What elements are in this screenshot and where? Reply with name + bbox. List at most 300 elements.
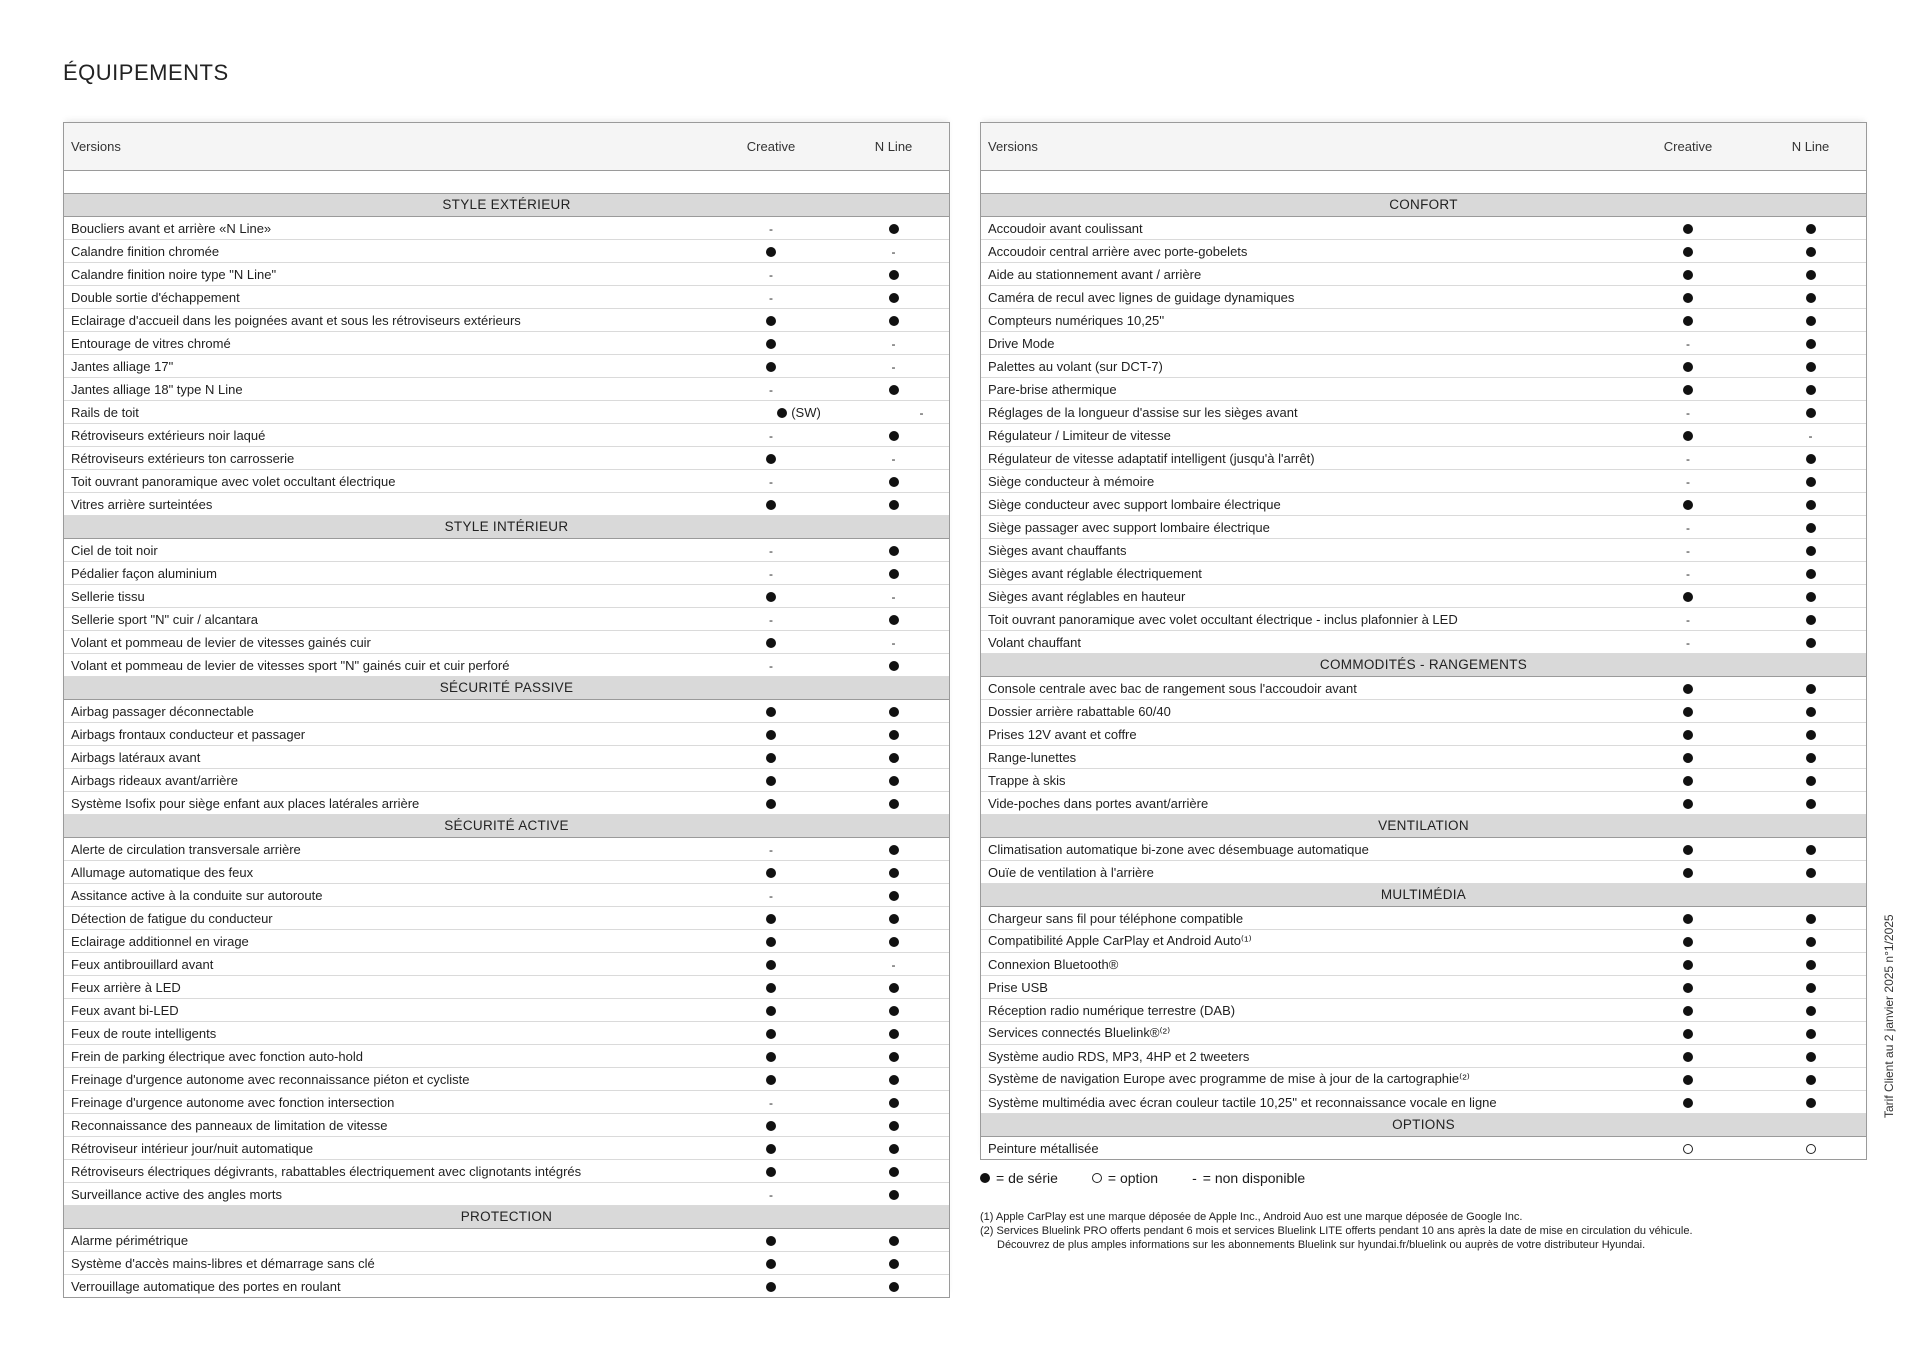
nline-availability xyxy=(831,1095,956,1110)
table-row xyxy=(64,263,949,286)
equipment-label: Console centrale avec bac de rangement sous l'accoudoir avant xyxy=(988,680,1357,696)
nline-availability xyxy=(1748,704,1873,719)
equipment-label: Volant et pommeau de levier de vitesses sport "N" gainés cuir et cuir perforé xyxy=(71,657,510,673)
availability-note: (SW) xyxy=(791,404,821,420)
not-available-dash: - xyxy=(891,451,896,466)
standard-dot-icon xyxy=(766,799,776,809)
standard-dot-icon xyxy=(1683,914,1693,924)
equipment-label: Siège passager avec support lombaire électrique xyxy=(988,519,1270,535)
equipment-label: Calandre finition noire type "N Line" xyxy=(71,266,277,282)
table-row xyxy=(64,424,949,447)
nline-availability xyxy=(1748,842,1873,857)
nline-availability xyxy=(831,313,956,328)
standard-dot-icon xyxy=(1683,868,1693,878)
table-row xyxy=(981,516,1866,539)
table-row xyxy=(64,1160,949,1183)
table-row xyxy=(981,585,1866,608)
standard-dot-icon xyxy=(1806,362,1816,372)
table-row xyxy=(981,907,1866,930)
standard-dot-icon xyxy=(1683,776,1693,786)
creative-availability xyxy=(711,704,831,719)
standard-dot-icon xyxy=(889,1006,899,1016)
equipment-label: Feux de route intelligents xyxy=(71,1025,217,1041)
filled-dot-icon xyxy=(980,1173,990,1183)
option-circle-icon xyxy=(1683,1144,1693,1154)
nline-availability xyxy=(1748,1141,1873,1156)
table-row xyxy=(981,976,1866,999)
equipment-label: Double sortie d'échappement xyxy=(71,289,240,305)
creative-availability xyxy=(711,1072,831,1087)
standard-dot-icon xyxy=(889,224,899,234)
creative-availability xyxy=(1628,336,1748,351)
equipment-label: Accoudoir central arrière avec porte-gobelets xyxy=(988,243,1248,259)
table-row xyxy=(64,309,949,332)
creative-availability xyxy=(711,405,859,420)
table-row xyxy=(981,769,1866,792)
equipment-label: Services connectés Bluelink®⁽²⁾ xyxy=(988,1025,1171,1040)
section-header: VENTILATION xyxy=(981,815,1866,838)
table-row xyxy=(64,723,949,746)
nline-availability xyxy=(831,888,956,903)
nline-availability xyxy=(831,589,956,604)
section-header: SÉCURITÉ PASSIVE xyxy=(64,677,949,700)
not-available-dash: - xyxy=(1686,520,1690,535)
equipment-label: Pédalier façon aluminium xyxy=(71,565,217,581)
creative-availability xyxy=(1628,1095,1748,1110)
nline-availability xyxy=(831,267,956,282)
standard-dot-icon xyxy=(1806,776,1816,786)
standard-dot-icon xyxy=(1683,270,1693,280)
equipment-label: Palettes au volant (sur DCT-7) xyxy=(988,358,1163,374)
standard-dot-icon xyxy=(766,753,776,763)
nline-availability xyxy=(831,911,956,926)
table-row xyxy=(981,217,1866,240)
nline-availability xyxy=(831,727,956,742)
equipment-label: Feux avant bi-LED xyxy=(71,1002,179,1018)
nline-availability xyxy=(1748,267,1873,282)
standard-dot-icon xyxy=(766,1075,776,1085)
standard-dot-icon xyxy=(766,1259,776,1269)
table-row xyxy=(64,585,949,608)
standard-dot-icon xyxy=(766,454,776,464)
standard-dot-icon xyxy=(766,1006,776,1016)
standard-dot-icon xyxy=(1683,799,1693,809)
standard-dot-icon xyxy=(1683,316,1693,326)
standard-dot-icon xyxy=(766,500,776,510)
nline-availability xyxy=(831,290,956,305)
table-row xyxy=(64,539,949,562)
equipment-label: Détection de fatigue du conducteur xyxy=(71,910,273,926)
table-row xyxy=(64,884,949,907)
table-row xyxy=(64,493,949,516)
nline-availability xyxy=(831,957,956,972)
nline-availability xyxy=(1748,1095,1873,1110)
section-header: STYLE EXTÉRIEUR xyxy=(64,194,949,217)
creative-availability xyxy=(1628,313,1748,328)
nline-availability xyxy=(831,980,956,995)
standard-dot-icon xyxy=(889,500,899,510)
standard-dot-icon xyxy=(1806,546,1816,556)
standard-dot-icon xyxy=(1806,684,1816,694)
table-row xyxy=(64,792,949,815)
not-available-dash: - xyxy=(769,382,773,397)
section-header: COMMODITÉS - RANGEMENTS xyxy=(981,654,1866,677)
nline-availability xyxy=(1748,497,1873,512)
equipment-label: Ouïe de ventilation à l'arrière xyxy=(988,864,1154,880)
equipment-label: Trappe à skis xyxy=(988,772,1066,788)
creative-availability xyxy=(1628,543,1748,558)
standard-dot-icon xyxy=(766,1282,776,1292)
nline-availability xyxy=(831,451,956,466)
table-row xyxy=(64,562,949,585)
standard-dot-icon xyxy=(766,638,776,648)
standard-dot-icon xyxy=(766,983,776,993)
creative-availability xyxy=(1628,681,1748,696)
nline-availability xyxy=(1748,1049,1873,1064)
nline-availability xyxy=(831,1279,956,1294)
creative-availability xyxy=(1628,451,1748,466)
table-row xyxy=(981,792,1866,815)
standard-dot-icon xyxy=(1806,270,1816,280)
equipment-label: Ciel de toit noir xyxy=(71,542,158,558)
section-header: STYLE INTÉRIEUR xyxy=(64,516,949,539)
standard-dot-icon xyxy=(766,1236,776,1246)
not-available-dash: - xyxy=(769,612,773,627)
equipment-label: Verrouillage automatique des portes en roulant xyxy=(71,1278,341,1294)
creative-availability xyxy=(711,1187,831,1202)
standard-dot-icon xyxy=(889,316,899,326)
equipment-label: Système d'accès mains-libres et démarrage sans clé xyxy=(71,1255,375,1271)
standard-dot-icon xyxy=(766,707,776,717)
equipment-label: Siège conducteur avec support lombaire électrique xyxy=(988,496,1281,512)
header-spacer xyxy=(981,171,1866,194)
table-row xyxy=(64,240,949,263)
standard-dot-icon xyxy=(1806,937,1816,947)
nline-availability xyxy=(1748,382,1873,397)
creative-availability xyxy=(1628,1049,1748,1064)
creative-availability xyxy=(711,1003,831,1018)
nline-availability xyxy=(1748,980,1873,995)
creative-availability xyxy=(711,957,831,972)
creative-availability xyxy=(1628,405,1748,420)
standard-dot-icon xyxy=(889,799,899,809)
nline-availability xyxy=(1748,566,1873,581)
creative-availability xyxy=(711,336,831,351)
table-row xyxy=(64,608,949,631)
equipment-label: Système multimédia avec écran couleur tactile 10,25'' et reconnaissance vocale en ligne xyxy=(988,1094,1497,1110)
dash-symbol: - xyxy=(1192,1170,1197,1186)
not-available-dash: - xyxy=(769,543,773,558)
nline-availability xyxy=(1748,681,1873,696)
nline-availability xyxy=(1748,957,1873,972)
section-header: OPTIONS xyxy=(981,1114,1866,1137)
standard-dot-icon xyxy=(889,1236,899,1246)
creative-availability xyxy=(1628,1026,1748,1041)
nline-availability xyxy=(1748,727,1873,742)
standard-dot-icon xyxy=(1806,293,1816,303)
standard-dot-icon xyxy=(889,845,899,855)
not-available-dash: - xyxy=(919,405,924,420)
table-row xyxy=(981,861,1866,884)
standard-dot-icon xyxy=(889,1052,899,1062)
not-available-dash: - xyxy=(891,336,896,351)
table-row xyxy=(981,677,1866,700)
creative-availability xyxy=(711,267,831,282)
equipment-label: Assitance active à la conduite sur autoroute xyxy=(71,887,323,903)
creative-availability xyxy=(711,1141,831,1156)
equipment-label: Jantes alliage 18" type N Line xyxy=(71,381,243,397)
standard-dot-icon xyxy=(1806,615,1816,625)
creative-availability xyxy=(711,888,831,903)
not-available-dash: - xyxy=(1808,428,1813,443)
legend-option-label: = option xyxy=(1107,1170,1159,1186)
not-available-dash: - xyxy=(891,244,896,259)
creative-availability xyxy=(711,635,831,650)
table-row xyxy=(64,1114,949,1137)
equipment-label: Allumage automatique des feux xyxy=(71,864,254,880)
table-row xyxy=(981,631,1866,654)
not-available-dash: - xyxy=(769,658,773,673)
creative-availability xyxy=(711,750,831,765)
standard-dot-icon xyxy=(1806,753,1816,763)
equipment-label: Régulateur de vitesse adaptatif intelligent (jusqu'à l'arrêt) xyxy=(988,450,1315,466)
creative-availability xyxy=(1628,773,1748,788)
nline-availability xyxy=(831,1003,956,1018)
nline-availability xyxy=(1748,865,1873,880)
not-available-dash: - xyxy=(1686,543,1690,558)
equipment-label: Prises 12V avant et coffre xyxy=(988,726,1137,742)
equipment-label: Connexion Bluetooth® xyxy=(988,956,1119,972)
standard-dot-icon xyxy=(766,776,776,786)
not-available-dash: - xyxy=(769,267,773,282)
standard-dot-icon xyxy=(889,569,899,579)
not-available-dash: - xyxy=(769,474,773,489)
standard-dot-icon xyxy=(1806,1075,1816,1085)
standard-dot-icon xyxy=(889,1075,899,1085)
table-row xyxy=(981,723,1866,746)
standard-dot-icon xyxy=(889,707,899,717)
creative-availability xyxy=(711,1233,831,1248)
creative-availability xyxy=(1628,911,1748,926)
equipment-label: Rétroviseurs électriques dégivrants, rabattables électriquement avec clignotants intégrés xyxy=(71,1163,582,1179)
creative-availability xyxy=(1628,1141,1748,1156)
standard-dot-icon xyxy=(766,592,776,602)
creative-availability xyxy=(1628,727,1748,742)
legend-serie xyxy=(980,1170,1058,1186)
nline-availability xyxy=(831,359,956,374)
tariff-side-text: Tarif Client au 2 janvier 2025 n°1/2025 xyxy=(1882,914,1896,1118)
table-row xyxy=(981,493,1866,516)
table-row xyxy=(981,562,1866,585)
standard-dot-icon xyxy=(889,385,899,395)
nline-availability xyxy=(831,221,956,236)
equipment-label: Sellerie tissu xyxy=(71,588,145,604)
standard-dot-icon xyxy=(889,868,899,878)
equipment-label: Sièges avant réglable électriquement xyxy=(988,565,1202,581)
standard-dot-icon xyxy=(1683,293,1693,303)
standard-dot-icon xyxy=(1806,638,1816,648)
nline-availability xyxy=(1748,773,1873,788)
standard-dot-icon xyxy=(766,937,776,947)
equipment-label: Sièges avant chauffants xyxy=(988,542,1127,558)
table-row xyxy=(64,930,949,953)
header-creative: Creative xyxy=(1663,139,1713,154)
table-row xyxy=(64,769,949,792)
equipment-label: Reconnaissance des panneaux de limitation de vitesse xyxy=(71,1117,388,1133)
standard-dot-icon xyxy=(1683,1006,1693,1016)
equipment-label: Eclairage additionnel en virage xyxy=(71,933,249,949)
table-row xyxy=(64,861,949,884)
creative-availability xyxy=(1628,382,1748,397)
standard-dot-icon xyxy=(889,477,899,487)
table-row xyxy=(981,1022,1866,1045)
equipment-label: Volant et pommeau de levier de vitesses gainés cuir xyxy=(71,634,371,650)
table-row xyxy=(981,953,1866,976)
standard-dot-icon xyxy=(1806,960,1816,970)
standard-dot-icon xyxy=(1806,408,1816,418)
table-body xyxy=(981,194,1866,1159)
table-row xyxy=(981,470,1866,493)
table-row xyxy=(64,378,949,401)
table-body xyxy=(64,194,949,1297)
not-available-dash: - xyxy=(891,957,896,972)
equipment-label: Surveillance active des angles morts xyxy=(71,1186,282,1202)
section-header: PROTECTION xyxy=(64,1206,949,1229)
nline-availability xyxy=(831,1256,956,1271)
table-row xyxy=(64,1275,949,1297)
nline-availability xyxy=(831,773,956,788)
equipment-label: Toit ouvrant panoramique avec volet occultant électrique - inclus plafonnier à LED xyxy=(988,611,1458,627)
equipment-label: Volant chauffant xyxy=(988,634,1082,650)
standard-dot-icon xyxy=(1683,730,1693,740)
footnote-2: (2) Services Bluelink PRO offerts pendant 6 mois et services Bluelink LITE offerts pendant 10 ans après la date de mise en circulation du véhicule. xyxy=(980,1225,1693,1237)
standard-dot-icon xyxy=(1806,523,1816,533)
standard-dot-icon xyxy=(1683,224,1693,234)
creative-availability xyxy=(711,842,831,857)
not-available-dash: - xyxy=(769,1095,773,1110)
table-row xyxy=(981,838,1866,861)
standard-dot-icon xyxy=(766,316,776,326)
nline-availability xyxy=(831,474,956,489)
not-available-dash: - xyxy=(769,221,773,236)
table-row xyxy=(64,953,949,976)
nline-availability xyxy=(831,635,956,650)
equipment-label: Pare-brise athermique xyxy=(988,381,1117,397)
table-row xyxy=(981,286,1866,309)
creative-availability xyxy=(1628,957,1748,972)
standard-dot-icon xyxy=(889,891,899,901)
standard-dot-icon xyxy=(1806,385,1816,395)
nline-availability xyxy=(1748,635,1873,650)
nline-availability xyxy=(1748,520,1873,535)
equipment-label: Entourage de vitres chromé xyxy=(71,335,231,351)
creative-availability xyxy=(1628,842,1748,857)
standard-dot-icon xyxy=(1806,983,1816,993)
table-row xyxy=(64,1068,949,1091)
equipment-label: Boucliers avant et arrière «N Line» xyxy=(71,220,272,236)
table-row xyxy=(64,355,949,378)
creative-availability xyxy=(1628,635,1748,650)
standard-dot-icon xyxy=(889,546,899,556)
standard-dot-icon xyxy=(1683,937,1693,947)
table-row xyxy=(981,539,1866,562)
standard-dot-icon xyxy=(766,247,776,257)
section-header: CONFORT xyxy=(981,194,1866,217)
standard-dot-icon xyxy=(889,661,899,671)
standard-dot-icon xyxy=(889,615,899,625)
standard-dot-icon xyxy=(1806,477,1816,487)
not-available-dash: - xyxy=(1686,336,1690,351)
table-row xyxy=(64,1137,949,1160)
standard-dot-icon xyxy=(766,1144,776,1154)
table-row xyxy=(64,631,949,654)
not-available-dash: - xyxy=(769,888,773,903)
equipment-label: Réglages de la longueur d'assise sur les sièges avant xyxy=(988,404,1298,420)
nline-availability xyxy=(1748,1026,1873,1041)
standard-dot-icon xyxy=(1806,339,1816,349)
creative-availability xyxy=(1628,980,1748,995)
creative-availability xyxy=(711,773,831,788)
creative-availability xyxy=(711,911,831,926)
table-row xyxy=(981,1045,1866,1068)
equipment-label: Rétroviseurs extérieurs ton carrosserie xyxy=(71,450,295,466)
equipment-label: Calandre finition chromée xyxy=(71,243,220,259)
equipment-label: Airbag passager déconnectable xyxy=(71,703,254,719)
nline-availability xyxy=(831,566,956,581)
table-row xyxy=(981,999,1866,1022)
nline-availability xyxy=(831,750,956,765)
equipment-label: Système de navigation Europe avec programme de mise à jour de la cartographie⁽²⁾ xyxy=(988,1071,1470,1086)
table-row xyxy=(64,654,949,677)
creative-availability xyxy=(711,589,831,604)
equipment-label: Vitres arrière surteintées xyxy=(71,496,213,512)
option-circle-icon xyxy=(1806,1144,1816,1154)
creative-availability xyxy=(711,1256,831,1271)
table-row xyxy=(981,608,1866,631)
table-row xyxy=(64,286,949,309)
nline-availability xyxy=(1748,474,1873,489)
creative-availability xyxy=(1628,290,1748,305)
table-row xyxy=(64,332,949,355)
equipment-label: Régulateur / Limiteur de vitesse xyxy=(988,427,1171,443)
standard-dot-icon xyxy=(1683,362,1693,372)
equipment-label: Système audio RDS, MP3, 4HP et 2 tweeters xyxy=(988,1048,1250,1064)
footnotes xyxy=(980,1210,1693,1252)
nline-availability xyxy=(831,497,956,512)
nline-availability xyxy=(1748,589,1873,604)
table-header xyxy=(64,123,949,171)
creative-availability xyxy=(711,244,831,259)
equipment-label: Rétroviseurs extérieurs noir laqué xyxy=(71,427,266,443)
standard-dot-icon xyxy=(889,1144,899,1154)
standard-dot-icon xyxy=(889,1121,899,1131)
standard-dot-icon xyxy=(1683,431,1693,441)
standard-dot-icon xyxy=(1806,1029,1816,1039)
nline-availability xyxy=(1748,750,1873,765)
creative-availability xyxy=(1628,497,1748,512)
creative-availability xyxy=(711,382,831,397)
equipment-label: Alerte de circulation transversale arrière xyxy=(71,841,301,857)
nline-availability xyxy=(831,865,956,880)
creative-availability xyxy=(711,1026,831,1041)
not-available-dash: - xyxy=(769,428,773,443)
equipment-label: Airbags latéraux avant xyxy=(71,749,201,765)
equipment-label: Frein de parking électrique avec fonction auto-hold xyxy=(71,1048,363,1064)
standard-dot-icon xyxy=(1683,1098,1693,1108)
equipment-label: Airbags rideaux avant/arrière xyxy=(71,772,238,788)
equipment-label: Drive Mode xyxy=(988,335,1055,351)
nline-availability xyxy=(831,543,956,558)
